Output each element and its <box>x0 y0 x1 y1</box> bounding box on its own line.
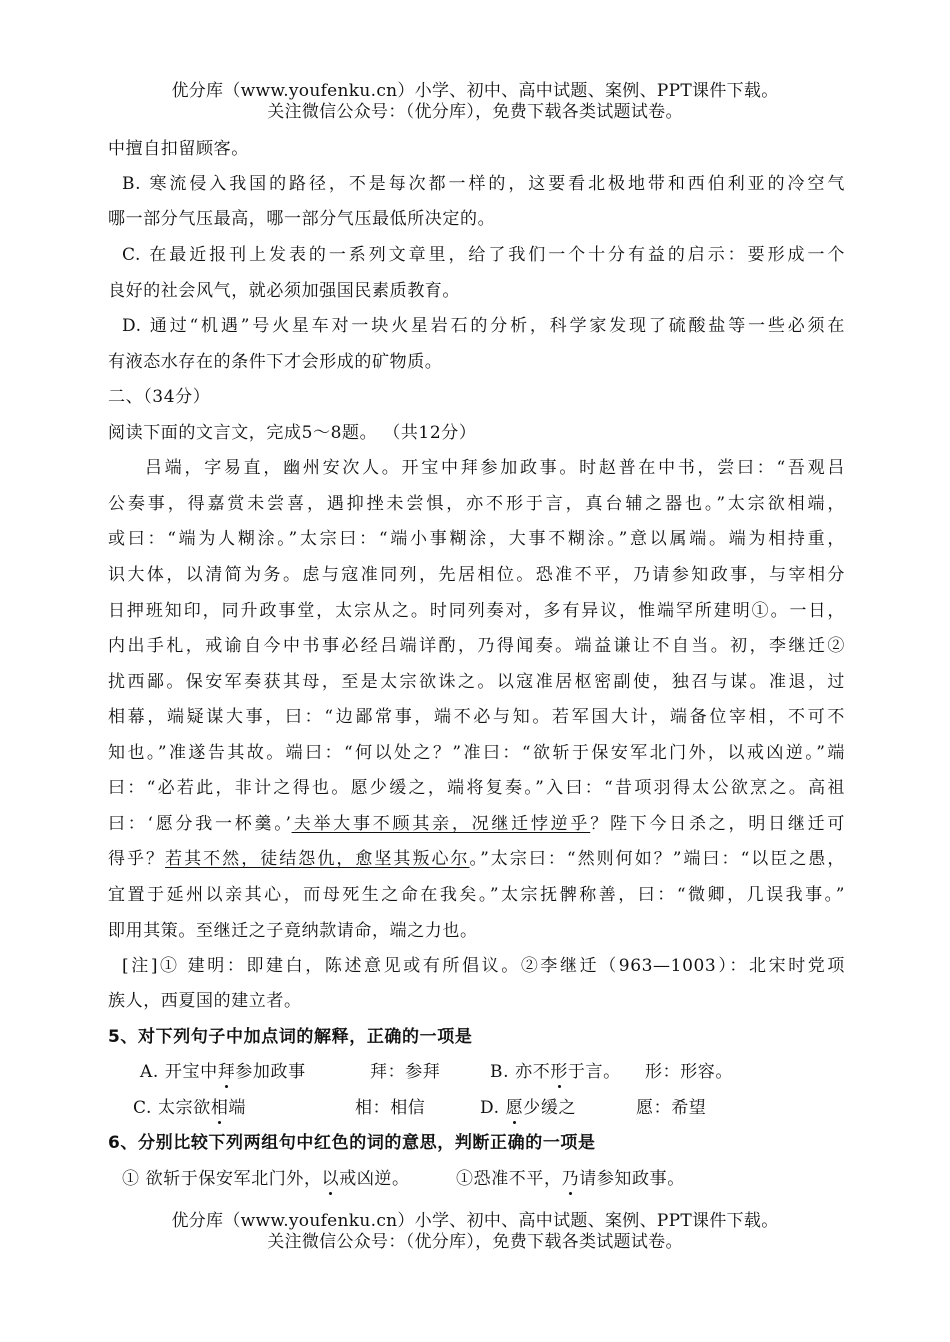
option-text: C. 太宗欲 <box>133 1098 211 1118</box>
annotation-note-line-1: [注]① 建明：即建白，陈述意见或有所倡议。②李继迁（963—1003）：北宋时党项 <box>122 956 845 976</box>
q5-option-a <box>140 1059 306 1085</box>
option-text: A. 开宝中 <box>140 1062 218 1082</box>
header-line-2: 关注微信公众号：（优分库），免费下载各类试题试卷。 <box>267 102 683 122</box>
option-text: 端 <box>228 1098 247 1118</box>
passage-line: 知也。”准遂告其故。端曰：“何以处之？”准曰：“欲斩于保安军北门外，以戒凶逆。”端 <box>108 743 845 763</box>
passage-line: 识大体，以清简为务。虑与寇准同列，先居相位。恐准不平，乃请参知政事，与宰相分 <box>108 565 845 585</box>
option-a-tail: 中擅自扣留顾客。 <box>108 139 249 159</box>
q6-sentence-1 <box>122 1166 410 1192</box>
option-text: D. <box>480 1098 506 1118</box>
question-5-stem: 5、对下列句子中加点词的解释，正确的一项是 <box>108 1027 473 1047</box>
sentence-text: ①恐准不平， <box>456 1169 562 1189</box>
q5-option-d <box>480 1095 576 1121</box>
annotation-note-line-2: 族人，西夏国的建立者。 <box>108 991 302 1011</box>
dotted-word: 愿 <box>505 1098 524 1118</box>
passage-line-underlined <box>108 846 845 872</box>
passage-text: 得乎？ <box>108 849 166 869</box>
passage-line: 日押班知印，同升政事堂，太宗从之。时同列奏对，多有异议，惟端罕所建明①。一日， <box>108 601 845 621</box>
underlined-sentence-1: 夫举大事不顾其亲，况继迁悖逆乎 <box>291 814 591 834</box>
option-c-line-2: 良好的社会风气，就必须加强国民素质教育。 <box>108 281 460 301</box>
option-text: 参加政事 <box>235 1062 306 1082</box>
passage-line: 曰：“必若此，非计之得也。愿少缓之，端将复奏。”入曰：“昔项羽得太公欲烹之。高祖 <box>108 778 845 798</box>
header-line-1: 优分库（www.youfenku.cn）小学、初中、高中试题、案例、PPT课件下载。 <box>171 81 779 101</box>
passage-line: 宜置于延州以亲其心，而母死生之命在我矣。”太宗抚髀称善，曰：“微卿，几误我事。” <box>108 885 845 905</box>
q5-option-a-gloss: 拜：参拜 <box>370 1062 441 1082</box>
option-text: 少缓之 <box>523 1098 577 1118</box>
sentence-text: ① 欲斩于保安军北门外， <box>122 1169 322 1189</box>
sentence-text: 戒凶逆。 <box>339 1169 410 1189</box>
footer-line-1: 优分库（www.youfenku.cn）小学、初中、高中试题、案例、PPT课件下载。 <box>171 1211 779 1231</box>
passage-text: 曰：‘愿分我一杯羹。’ <box>108 814 292 834</box>
option-d-line-2: 有液态水存在的条件下才会形成的矿物质。 <box>108 352 443 372</box>
q5-option-b-gloss: 形：形容。 <box>645 1062 733 1082</box>
passage-line: 或曰：“端为人糊涂。”太宗曰：“端小事糊涂，大事不糊涂。”意以属端。端为相持重， <box>108 529 845 549</box>
option-text: 于言。 <box>567 1062 621 1082</box>
passage-line: 扰西鄙。保安军奏获其母，至是太宗欲诛之。以寇准居枢密副使，独召与谋。准退，过 <box>108 672 845 692</box>
passage-text: ？陛下今日杀之，明日继迁可 <box>590 814 845 834</box>
passage-text: 。”太宗曰：“然则何如？”端曰：“以臣之愚， <box>469 849 845 869</box>
option-d-line-1: D. 通过“机遇”号火星车对一块火星岩石的分析，科学家发现了硫酸盐等一些必须在 <box>122 316 845 336</box>
passage-line: 内出手札，戒谕自今中书事必经吕端详酌，乃得闻奏。端益谦让不自当。初，李继迁② <box>108 636 845 656</box>
q5-option-c-gloss: 相：相信 <box>355 1098 426 1118</box>
q6-sentence-2 <box>456 1166 685 1192</box>
footer-line-2: 关注微信公众号：（优分库），免费下载各类试题试卷。 <box>267 1232 683 1252</box>
underlined-sentence-2: 若其不然，徒结怨仇，愈坚其叛心尔 <box>165 849 470 869</box>
passage-line-underlined <box>108 811 845 837</box>
option-text: B. 亦不 <box>490 1062 551 1082</box>
q5-option-d-gloss: 愿：希望 <box>636 1098 707 1118</box>
section-heading: 二、（34分） <box>108 387 211 407</box>
passage-line: 即用其策。至继迁之子竟纳款请命，端之力也。 <box>108 921 478 941</box>
dotted-word: 乃 <box>561 1169 580 1189</box>
question-6-stem: 6、分别比较下列两组句中红色的词的意思，判断正确的一项是 <box>108 1133 596 1153</box>
option-b-line-1: B. 寒流侵入我国的路径，不是每次都一样的，这要看北极地带和西伯利亚的冷空气 <box>122 174 845 194</box>
passage-line: 公奏事，得嘉赏未尝喜，遇抑挫未尝惧，亦不形于言，真台辅之器也。”太宗欲相端， <box>108 494 845 514</box>
option-b-line-2: 哪一部分气压最高，哪一部分气压最低所决定的。 <box>108 209 496 229</box>
q5-option-c <box>133 1095 246 1121</box>
dotted-word: 相 <box>210 1098 229 1118</box>
q5-option-b <box>490 1059 621 1085</box>
dotted-word: 以 <box>321 1169 340 1189</box>
dotted-word: 拜 <box>217 1062 236 1082</box>
dotted-word: 形 <box>550 1062 568 1082</box>
sentence-text: 请参知政事。 <box>579 1169 685 1189</box>
passage-line: 吕端，字易直，幽州安次人。开宝中拜参加政事。时赵普在中书，尝曰：“吾观吕 <box>145 458 845 478</box>
option-c-line-1: C. 在最近报刊上发表的一系列文章里，给了我们一个十分有益的启示：要形成一个 <box>122 245 845 265</box>
reading-instruction: 阅读下面的文言文，完成5～8题。 （共12分） <box>108 423 477 443</box>
passage-line: 相幕，端疑谋大事，曰：“边鄙常事，端不必与知。若军国大计，端备位宰相，不可不 <box>108 707 845 727</box>
